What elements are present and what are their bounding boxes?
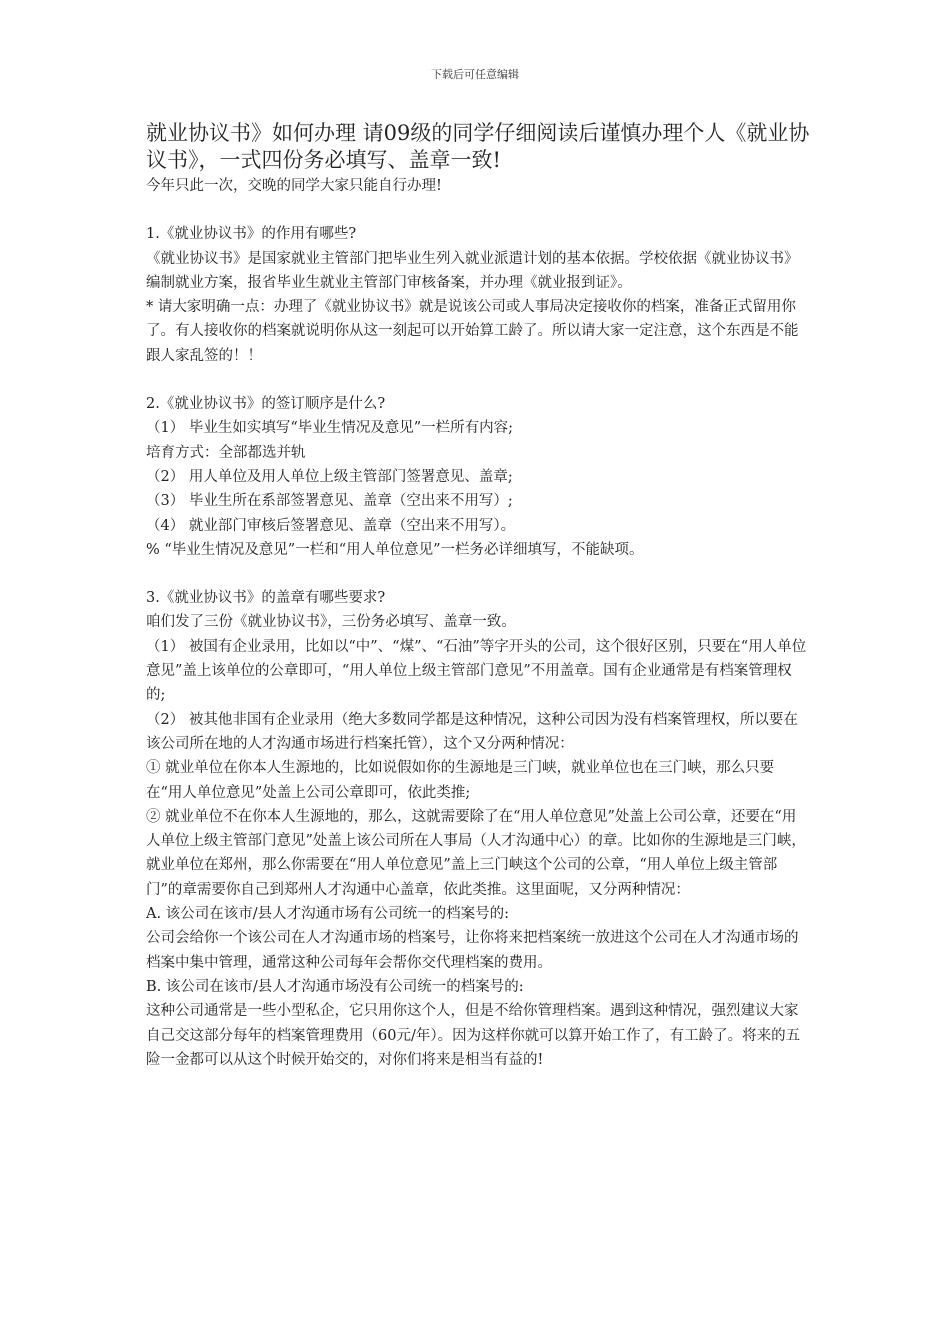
note: % “毕业生情况及意见”一栏和“用人单位意见”一栏务必详细填写，不能缺项。 bbox=[146, 541, 644, 558]
paragraph: 这种公司通常是一些小型私企，它只用你这个人，但是不给你管理档案。遇到这种情况，强烈建议大家自己交这部分每年的档案管理费用（60元/年）。因为这样你就可以算开始工作了，有工龄了。将来的五险一金都可以从这个时候开始交的，对你们将来是相当有益的! bbox=[146, 1003, 801, 1068]
sub-heading: B. 该公司在该市/县人才沟通市场没有公司统一的档案号的: bbox=[146, 978, 524, 995]
list-item: （1） 毕业生如实填写“毕业生情况及意见”一栏所有内容; bbox=[146, 420, 514, 437]
list-item: ① 就业单位在你本人生源地的，比如说假如你的生源地是三门峡，就业单位也在三门峡，那么只要在“用人单位意见”处盖上公司公章即可，依此类推; bbox=[146, 760, 775, 801]
intro-text: 今年只此一次，交晚的同学大家只能自行办理! bbox=[146, 178, 442, 194]
paragraph: 《就业协议书》是国家就业主管部门把毕业生列入就业派遣计划的基本依据。学校依据《就业协议书》编制就业方案，报省毕业生就业主管部门审核备案，并办理《就业报到证》。 bbox=[146, 250, 799, 291]
sub-heading: A. 该公司在该市/县人才沟通市场有公司统一的档案号的: bbox=[146, 906, 509, 923]
paragraph: * 请大家明确一点：办理了《就业协议书》就是说该公司或人事局决定接收你的档案，准备正式留用你了。有人接收你的档案就说明你从这一刻起可以开始算工龄了。所以请大家一定注意，这个东西是不能跟人家乱签的！！ bbox=[146, 299, 799, 364]
paragraph: 咱们发了三份《就业协议书》，三份务必填写、盖章一致。 bbox=[146, 614, 516, 631]
section-2 bbox=[146, 392, 810, 562]
section-1-heading: 1.《就业协议书》的作用有哪些? bbox=[146, 226, 357, 243]
paragraph: 公司会给你一个该公司在人才沟通市场的档案号，让你将来把档案统一放进这个公司在人才沟通市场的档案中集中管理，通常这种公司每年会帮你交代理档案的费用。 bbox=[146, 930, 799, 971]
section-3-heading: 3.《就业协议书》的盖章有哪些要求? bbox=[146, 590, 386, 607]
list-item: （4） 就业部门审核后签署意见、盖章（空出来不用写）。 bbox=[146, 517, 516, 534]
paragraph: 培育方式：全部都选并轨 bbox=[146, 444, 306, 461]
list-item: （1） 被国有企业录用，比如以“中”、“煤”、“石油”等字开头的公司，这个很好区别，只要在“用人单位意见”盖上该单位的公章即可，“用人单位上级主管部门意见”不用盖章。国有企业通常是有档案管理权的; bbox=[146, 638, 807, 704]
section-1 bbox=[146, 222, 810, 368]
list-item: ② 就业单位不在你本人生源地的，那么，这就需要除了在“用人单位意见”处盖上公司公章，还要在“用人单位上级主管部门意见”处盖上该公司所在人事局（人才沟通中心）的章。比如你的生源地是三门峡，就业单位在郑州，那么你需要在“用人单位意见”盖上三门峡这个公司的公章，“用人单位上级主管部门”的章需要你自己到郑州人才沟通中心盖章，依此类推。这里面呢，又分两种情况： bbox=[146, 808, 806, 898]
section-3 bbox=[146, 586, 810, 1072]
document-body bbox=[146, 120, 810, 1072]
list-item: （2） 被其他非国有企业录用（绝大多数同学都是这种情况，这种公司因为没有档案管理权，所以要在该公司所在地的人才沟通市场进行档案托管），这个又分两种情况： bbox=[146, 711, 798, 752]
list-item: （3） 毕业生所在系部签署意见、盖章（空出来不用写）; bbox=[146, 493, 513, 510]
list-item: （2） 用人单位及用人单位上级主管部门签署意见、盖章; bbox=[146, 468, 513, 485]
document-title: 就业协议书》如何办理 请09级的同学仔细阅读后谨慎办理个人《就业协议书》，一式四份务必填写、盖章一致! bbox=[146, 121, 810, 172]
section-2-heading: 2.《就业协议书》的签订顺序是什么? bbox=[146, 396, 386, 413]
page-header: 下载后可任意编辑 bbox=[431, 68, 519, 81]
